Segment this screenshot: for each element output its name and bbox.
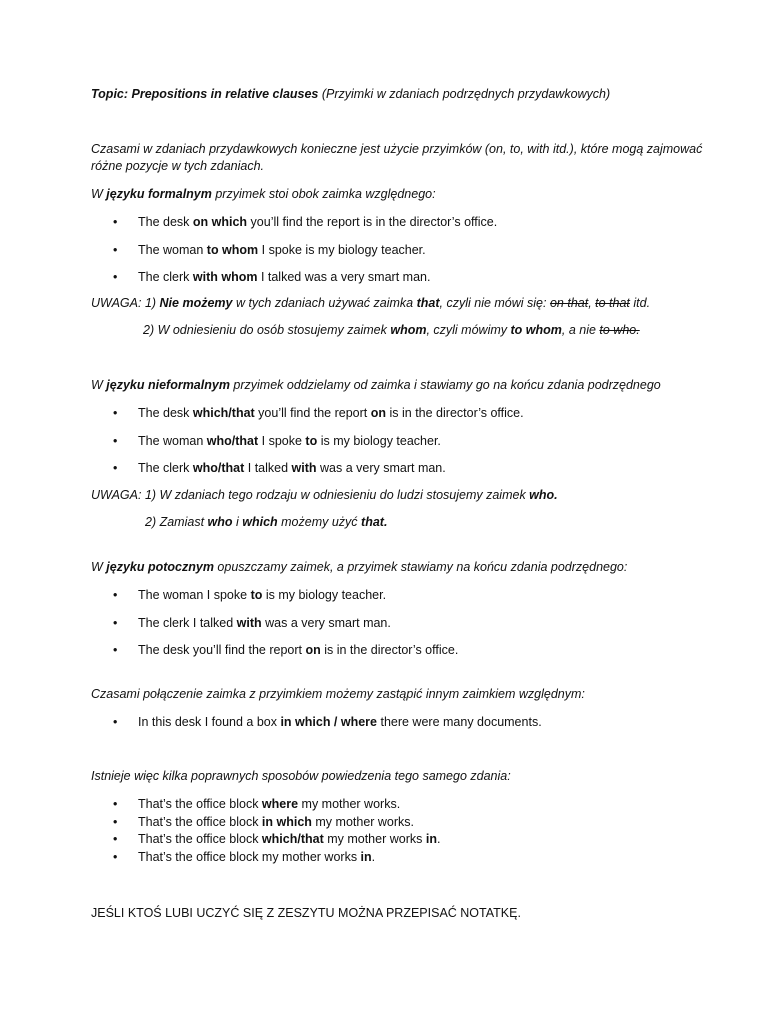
informal-note-2: 2) Zamiast who i which możemy użyć that.	[145, 515, 388, 529]
list-item: • The woman to whom I spoke is my biology teacher.	[91, 242, 711, 270]
ways-examples-list	[91, 796, 711, 866]
list-item: • The desk you’ll find the report on is in the director’s office.	[91, 642, 711, 670]
list-item: • The clerk I talked with was a very smart man.	[91, 615, 711, 643]
list-item: • The desk which/that you’ll find the report on is in the director’s office.	[91, 405, 711, 433]
list-item: • That’s the office block my mother works in.	[91, 849, 711, 867]
replace-example-list	[91, 714, 711, 742]
topic-subtitle: (Przyimki w zdaniach podrzędnych przydawkowych)	[318, 87, 611, 101]
topic-title: Topic: Prepositions in relative clauses	[91, 87, 319, 101]
list-item: • The clerk who/that I talked with was a very smart man.	[91, 460, 711, 488]
formal-examples-list	[91, 214, 711, 297]
intro-paragraph: Czasami w zdaniach przydawkowych konieczne jest użycie przyimków (on, to, with itd.), które mogą zajmować różne pozycje w tych zdaniach.	[91, 142, 703, 173]
list-item: • That’s the office block where my mother works.	[91, 796, 711, 814]
list-item: • The woman I spoke to is my biology teacher.	[91, 587, 711, 615]
formal-lead: W języku formalnym przyimek stoi obok zaimka względnego:	[91, 187, 436, 201]
list-item: • The woman who/that I spoke to is my biology teacher.	[91, 433, 711, 461]
list-item: • That’s the office block which/that my mother works in.	[91, 831, 711, 849]
list-item: • In this desk I found a box in which / where there were many documents.	[91, 714, 711, 742]
ways-lead: Istnieje więc kilka poprawnych sposobów powiedzenia tego samego zdania:	[91, 769, 511, 783]
topic-heading	[91, 86, 711, 103]
list-item: • That’s the office block in which my mother works.	[91, 814, 711, 832]
informal-lead: W języku nieformalnym przyimek oddzielamy od zaimka i stawiamy go na końcu zdania podrzędnego	[91, 378, 661, 392]
list-item: • The clerk with whom I talked was a very smart man.	[91, 269, 711, 297]
formal-note-2: 2) W odniesieniu do osób stosujemy zaimek whom, czyli mówimy to whom, a nie to who.	[143, 323, 640, 337]
colloquial-examples-list	[91, 587, 711, 670]
informal-note-1: UWAGA: 1) W zdaniach tego rodzaju w odniesieniu do ludzi stosujemy zaimek who.	[91, 488, 558, 502]
formal-note-1: UWAGA: 1) Nie możemy w tych zdaniach używać zaimka that, czyli nie mówi się: on that, to that itd.	[91, 296, 651, 310]
list-item: • The desk on which you’ll find the report is in the director’s office.	[91, 214, 711, 242]
colloquial-lead: W języku potocznym opuszczamy zaimek, a przyimek stawiamy na końcu zdania podrzędnego:	[91, 560, 628, 574]
replace-lead: Czasami połączenie zaimka z przyimkiem możemy zastąpić innym zaimkiem względnym:	[91, 687, 585, 701]
informal-examples-list	[91, 405, 711, 488]
footer-note: JEŚLI KTOŚ LUBI UCZYĆ SIĘ Z ZESZYTU MOŻNA PRZEPISAĆ NOTATKĘ.	[91, 906, 521, 920]
